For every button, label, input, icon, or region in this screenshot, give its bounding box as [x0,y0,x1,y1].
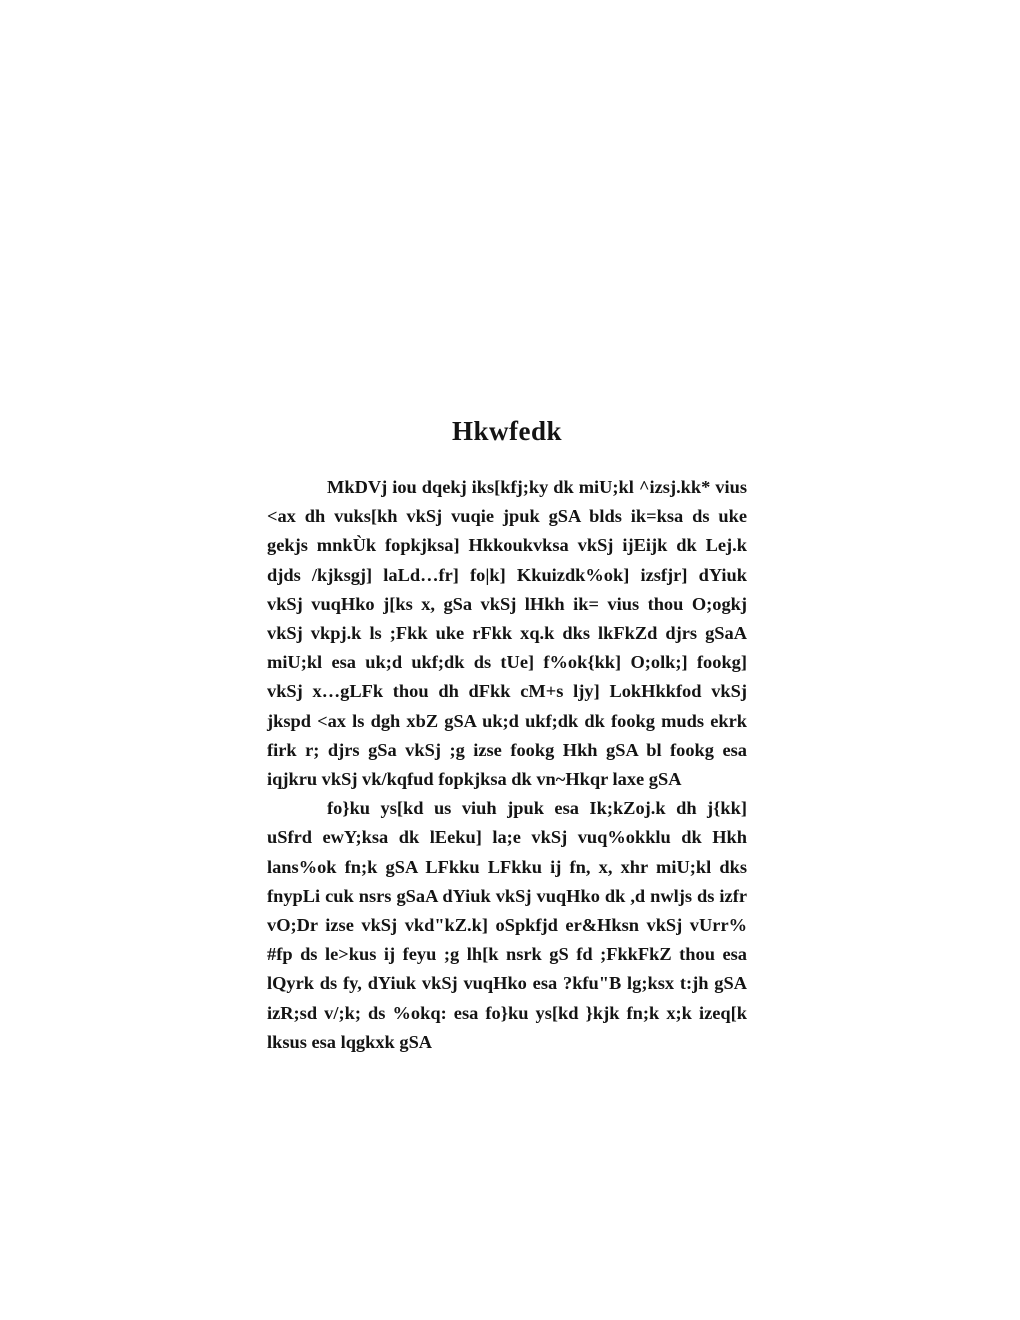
page-title: Hkwfedk [451,416,563,446]
paragraph-1: MkDVj iou dqekj iks[kfj;ky dk miU;kl ^izsj.kk* vius <ax dh vuks[kh vkSj vuqie jpuk gSA blds ik=ksa ds uke gekjs mnkÙk fopkjksa] Hkkoukvksa vkSj ijEijk dk Lej.k djds /kjksgj] laLd…fr] fo|k] Kkuizdk%ok] izsfjr] dYiuk vkSj vuqHko j[ks x, gSa vkSj lHkh ik= vius thou O;ogkj vkSj vkpj.k ls ;Fkk uke rFkk xq.k dks lkFkZd djrs gSaA miU;kl esa uk;d ukf;dk ds tUe] f%ok{kk] O;olk;] fookg] vkSj x…gLFk thou dh dFkk cM+s ljy] LokHkkfod vkSj jkspd <ax ls dgh xbZ gSA uk;d ukf;dk dk fookg muds ekrk firk r; djrs gSa vkSj ;g izse fookg Hkh gSA bl fookg esa iqjkru vkSj vk/kqfud fopkjksa dk vn~Hkqr laxe gSA [267,477,747,790]
paragraph-2: fo}ku ys[kd us viuh jpuk esa Ik;kZoj.k dh j{kk] uSfrd ewY;ksa dk lEeku] la;e vkSj vuq%okklu dk Hkh lans%ok fn;k gSA LFkku LFkku ij fn, x, xhr miU;kl dks fnypLi cuk nsrs gSaA dYiuk vkSj vuqHko dk ,d nwljs ds izfr vO;Dr izse vkSj vkd"kZ.k] oSpkfjd er&Hksn vkSj vUrr% #fp ds le>kus ij feyu ;g lh[k nsrk gS fd ;FkkFkZ thou esa lQyrk ds fy, dYiuk vkSj vuqHko esa ?kfu"B lg;ksx t:jh gSA izR;sd v/;k; ds %okq: esa fo}ku ys[kd }kjk fn;k x;k izeq[k lksus esa lqgkxk gSA [267,798,747,1052]
body-text [267,473,747,1057]
